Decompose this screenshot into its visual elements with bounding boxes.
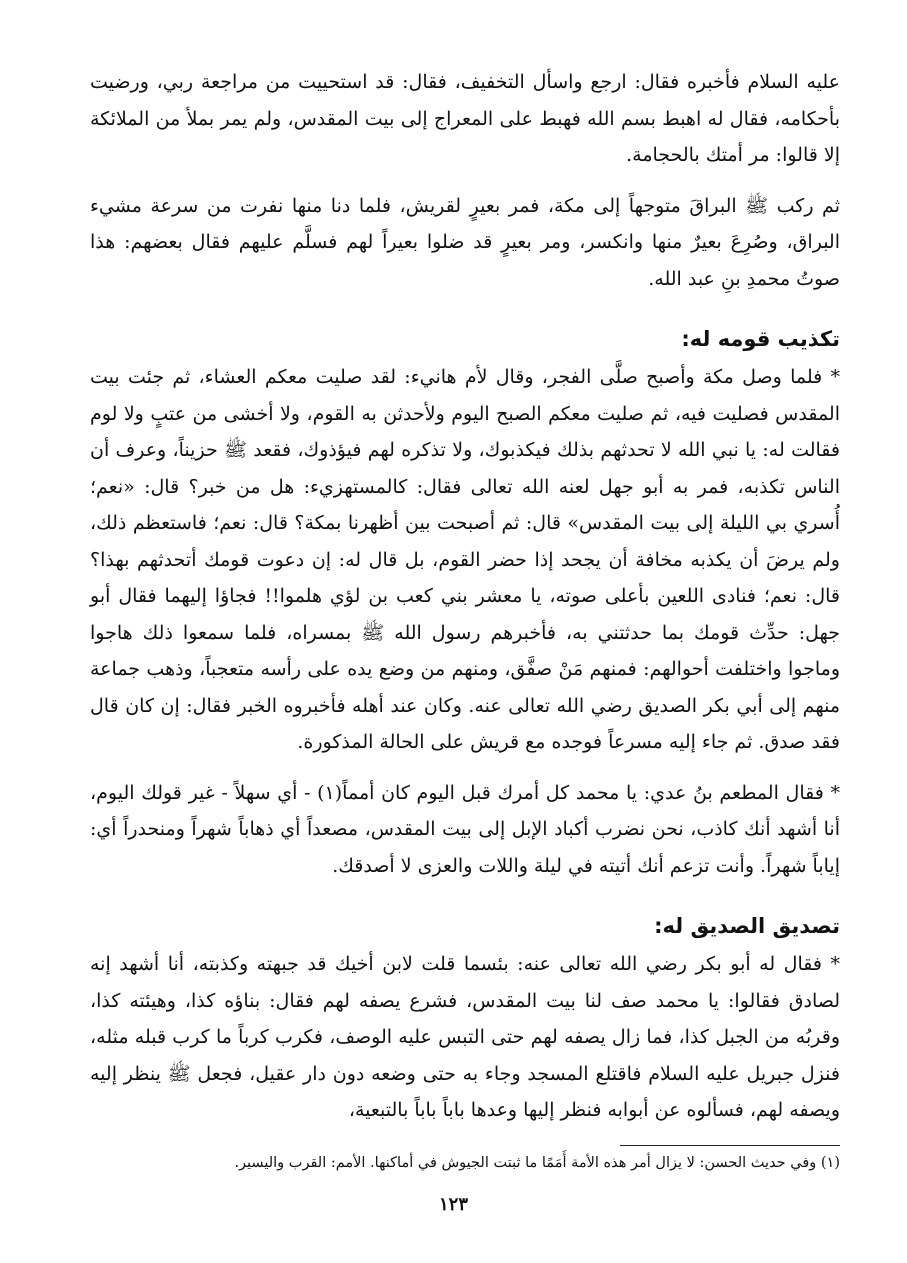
footnote-divider xyxy=(620,1145,840,1146)
paragraph-mutim: * فقال المطعم بنُ عدي: يا محمد كل أمرك قبل اليوم كان أمماً(١) - أي سهلاً - غير قولك اليوم، أنا أشهد أنك كاذب، نحن نضرب أكباد الإبل إلى بيت المقدس، مصعداً أي ذهاباً شهراً ومنحدراً أي: إياباً شهراً. وأنت تزعم أنك أتيته في ليلة واللات والعزى لا أصدقك. xyxy=(90,781,841,877)
paragraph-denial: * فلما وصل مكة وأصبح صلَّى الفجر، وقال لأم هانيء: لقد صليت معكم العشاء، ثم جئت بيت المقدس فصليت فيه، ثم صليت معكم الصبح اليوم ولأحدثن به القوم، ولا أخشى من عتبٍ ولا لوم فقالت له: يا نبي الله لا تحدثهم بذلك فيكذبوك، ولا تذكره لهم فيؤذوك، فقعد ﷺ حزيناً، وعرف أن الناس تكذبه، فمر به أبو جهل لعنه الله تعالى فقال: كالمستهزيء: هل من خبر؟ قال: «نعم؛ أُسري بي الليلة إلى بيت المقدس» قال: ثم أصبحت بين أظهرنا بمكة؟ قال: نعم؛ فاستعظم ذلك، ولم يرضَ أن يكذبه مخافة أن يجحد إذا حضر القوم، بل قال له: إن دعوت قومك أتحدثهم بهذا؟ قال: نعم؛ فنادى اللعين بأعلى صوته، يا معشر بني كعب بن لؤي هلموا!! فجاؤا إليهما فقال أبو جهل: حدِّث قومك بما حدثتني به، فأخبرهم رسول الله ﷺ بمسراه، فلما سمعوا ذلك هاجوا وماجوا واختلفت أحوالهم: فمنهم مَنْ صفَّق، ومنهم من وضع يده على رأسه متعجباً، وذهب جماعة منهم إلى أبي بكر الصديق رضي الله تعالى عنه. وكان عند أهله فأخبروه الخبر فقال: إن كان قال فقد صدق. ثم جاء إليه مسرعاً فوجده مع قريش على الحالة المذكورة. xyxy=(90,366,840,753)
heading-denial: تكذيب قومه له: xyxy=(681,327,840,351)
heading-siddiq: تصديق الصديق له: xyxy=(654,914,840,938)
footnote: (١) وفي حديث الحسن: لا يزال أمر هذه الأمة أَمَمًا ما ثبتت الجيوش في أماكنها. الأمم: القرب واليسير. xyxy=(234,1155,840,1171)
page-number: ١٢٣ xyxy=(438,1194,468,1215)
paragraph-siddiq: * فقال له أبو بكر رضي الله تعالى عنه: بئسما قلت لابن أخيك قد جبهته وكذبته، أنا أشهد إنه لصادق فقالوا: يا محمد صف لنا بيت المقدس، فشرع يصفه لهم فقال: بناؤه كذا، وهيئته كذا، وقربُه من الجبل كذا، فما زال يصفه لهم حتى التبس عليه الوصف، فكرب كرباً ما كرب قبله مثله، فنزل جبريل عليه السلام فاقتلع المسجد وجاء به حتى وضعه دون دار عقيل، فجعل ﷺ ينظر إليه ويصفه لهم، فسألوه عن أبوابه فنظر إليها وعدها باباً باباً بالتبعية، xyxy=(90,953,840,1121)
paragraph-buraq-return: ثم ركب ﷺ البراقَ متوجهاً إلى مكة، فمر بعيرٍ لقريش، فلما دنا منها نفرت من سرعة مشيء البراق، وصُرِعَ بعيرٌ منها وانكسر، ومر بعيرٍ قد ضلوا بعيراً لهم فسلَّم عليهم فقال بعضهم: هذا صوتُ محمدِ بنِ عبد الله. xyxy=(90,194,840,290)
paragraph-ascension-end: عليه السلام فأخبره فقال: ارجع واسأل التخفيف، فقال: قد استحييت من مراجعة ربي، ورضيت بأحكامه، فقال له اهبط بسم الله فهبط على المعراج إلى بيت المقدس، ولم يمر بملأ من الملائكة إلا قالوا: مر أمتك بالحجامة. xyxy=(90,71,840,166)
page-body xyxy=(90,64,840,1129)
